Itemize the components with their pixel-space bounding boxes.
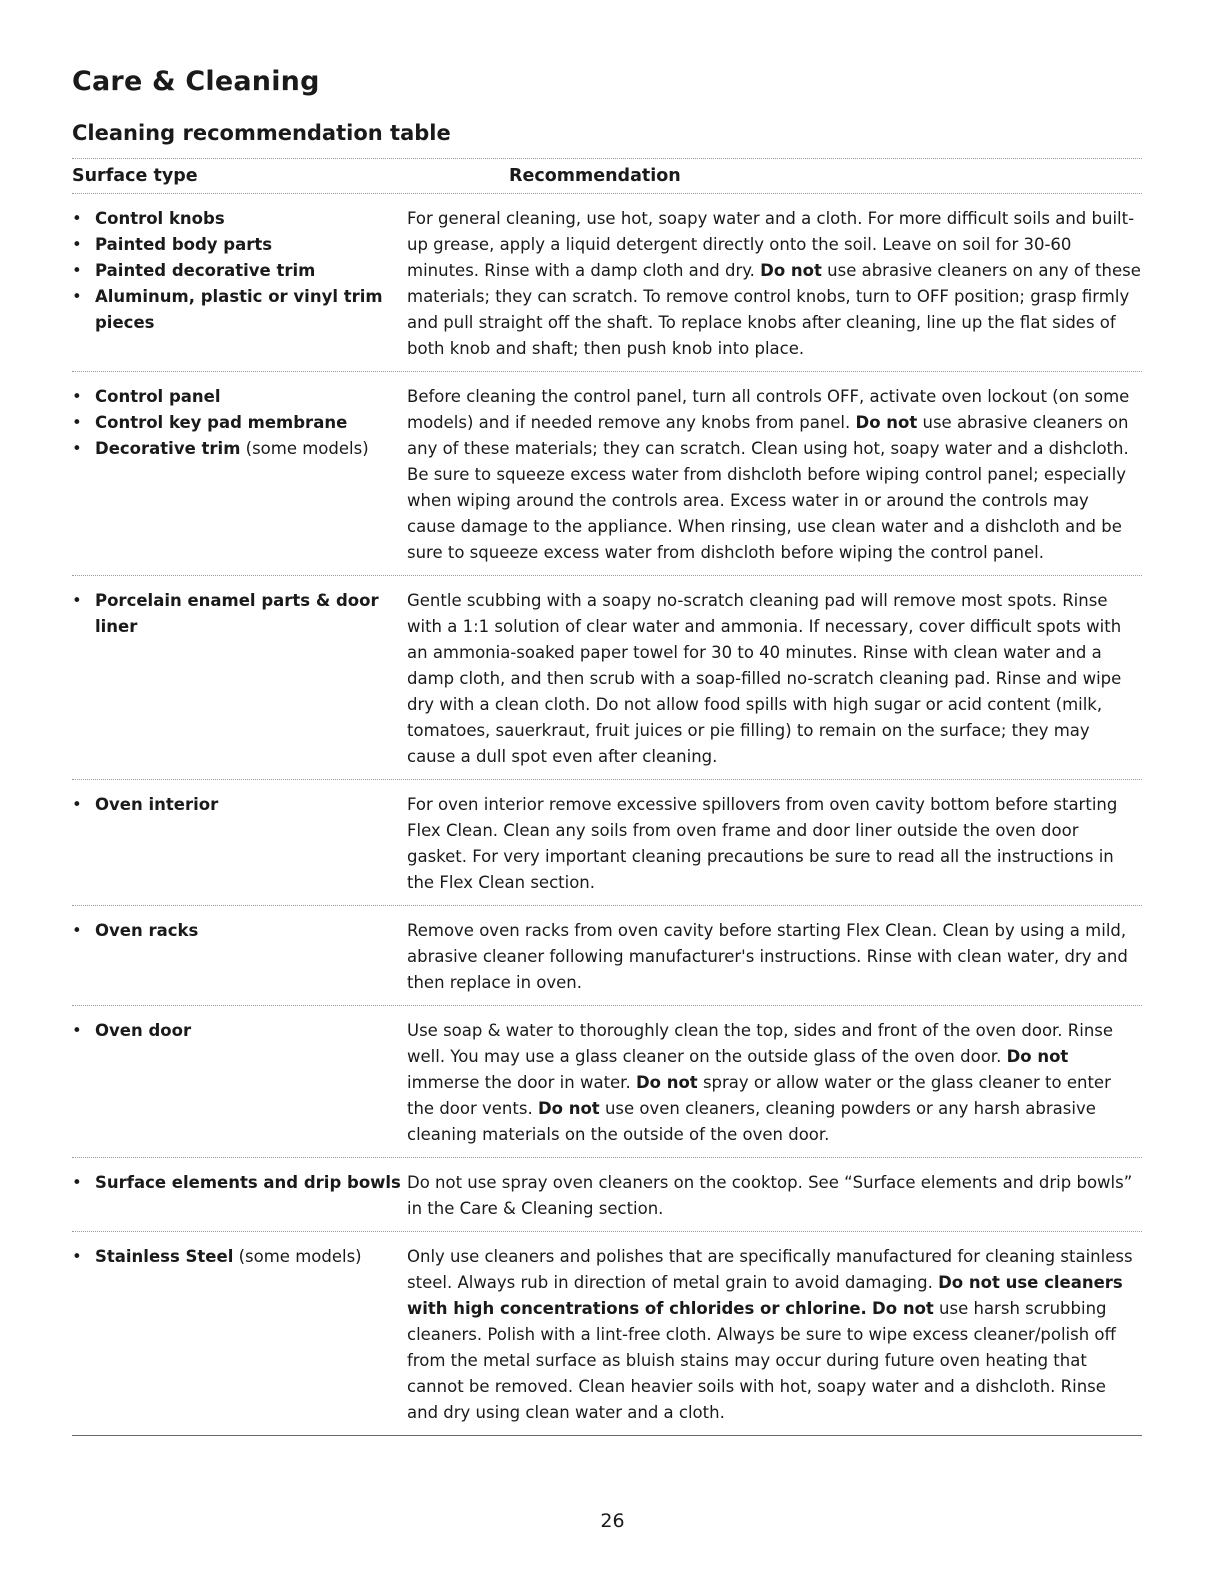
surface-name: Surface elements and drip bowls — [95, 1173, 401, 1192]
surface-list — [72, 384, 407, 462]
table-row — [72, 1158, 1142, 1231]
surface-list — [72, 206, 407, 336]
recommendation-text: Do not use spray oven cleaners on the cooktop. See “Surface elements and drip bowls” in the Care & Cleaning section. — [407, 1173, 1133, 1218]
surface-list — [72, 588, 407, 640]
recommendation-emphasis: Do not — [1006, 1047, 1069, 1066]
surface-item — [72, 258, 407, 284]
table-bottom-rule — [72, 1435, 1142, 1436]
recommendation-emphasis: Do not — [635, 1073, 698, 1092]
surface-type-cell — [72, 918, 407, 996]
surface-list — [72, 1170, 407, 1196]
surface-name: Oven interior — [95, 795, 219, 814]
recommendation-text: Before cleaning the control panel, turn all controls OFF, activate oven lockout (on some models) and if needed remove any knobs from panel. — [407, 387, 1130, 432]
table-row — [72, 906, 1142, 1005]
surface-list — [72, 1018, 407, 1044]
recommendation-text: Only use cleaners and polishes that are specifically manufactured for cleaning stainless steel. Always rub in direction of metal grain to avoid damaging. — [407, 1247, 1133, 1292]
surface-name: Decorative trim — [95, 439, 241, 458]
surface-type-cell — [72, 384, 407, 566]
table-row — [72, 372, 1142, 575]
recommendation-text: use oven cleaners, cleaning powders or any harsh abrasive cleaning materials on the outside of the oven door. — [407, 1099, 1096, 1144]
recommendation-text: immerse the door in water. — [407, 1073, 636, 1092]
surface-note: (some models) — [233, 1247, 362, 1266]
surface-type-cell — [72, 792, 407, 896]
recommendation-text: Gentle scubbing with a soapy no-scratch cleaning pad will remove most spots. Rinse with a 1:1 solution of clear water and ammonia. If necessary, cover difficult spots with an ammonia-soaked paper towel for 30 to 40 minutes. Rinse with clean water and a damp cloth, and then scrub with a soap-filled no-scratch cleaning pad. Rinse and wipe dry with a clean cloth. Do not allow food spills with high sugar or acid content (milk, tomatoes, sauerkraut, fruit juices or pie filling) to remain on the surface; they may cause a dull spot even after cleaning. — [407, 591, 1122, 766]
surface-name: Painted decorative trim — [95, 261, 316, 280]
table-body — [72, 194, 1142, 1435]
recommendation-text: spray or allow water or the glass cleaner to enter the door vents. — [407, 1073, 1111, 1118]
surface-type-cell — [72, 1244, 407, 1426]
surface-item — [72, 206, 407, 232]
table-row — [72, 194, 1142, 371]
surface-item — [72, 918, 407, 944]
recommendation-cell — [407, 384, 1142, 566]
surface-note: (some models) — [240, 439, 369, 458]
recommendation-emphasis: Do not use cleaners with high concentrations of chlorides or chlorine. — [407, 1273, 1123, 1318]
recommendation-text: For oven interior remove excessive spillovers from oven cavity bottom before starting Flex Clean. Clean any soils from oven frame and door liner outside the oven door gasket. For very important cleaning precautions be sure to read all the instructions in the Flex Clean section. — [407, 795, 1118, 892]
surface-item — [72, 1018, 407, 1044]
surface-item — [72, 1244, 407, 1270]
recommendation-emphasis: Do not — [537, 1099, 600, 1118]
recommendation-text: use abrasive cleaners on any of these materials; they can scratch. To remove control knobs, turn to OFF position; grasp firmly and pull straight off the shaft. To replace knobs after cleaning, line up the flat sides of both knob and shaft; then push knob into place. — [407, 261, 1141, 358]
page-number: 26 — [600, 1510, 625, 1532]
surface-type-cell — [72, 1170, 407, 1222]
recommendation-cell — [407, 1018, 1142, 1148]
recommendation-text: use abrasive cleaners on any of these materials; they can scratch. Clean using hot, soapy water and a dishcloth. Be sure to squeeze excess water from dishcloth before wiping control panel; especially when wiping around the controls area. Excess water in or around the controls may cause damage to the appliance. When rinsing, use clean water and a dishcloth and be sure to squeeze excess water from dishcloth before wiping the control panel. — [407, 413, 1129, 562]
recommendation-emphasis: Do not — [872, 1299, 934, 1318]
recommendation-cell — [407, 588, 1142, 770]
surface-name: Control key pad membrane — [95, 413, 348, 432]
table-row — [72, 1006, 1142, 1157]
surface-name: Painted body parts — [95, 235, 273, 254]
surface-item — [72, 1170, 407, 1196]
surface-name: Oven door — [95, 1021, 192, 1040]
table-row — [72, 576, 1142, 779]
recommendation-emphasis: Do not — [855, 413, 918, 432]
surface-name: Porcelain enamel parts & door liner — [95, 591, 379, 636]
surface-list — [72, 1244, 407, 1270]
recommendation-cell — [407, 1244, 1142, 1426]
surface-item — [72, 588, 407, 640]
table-header — [72, 159, 1142, 193]
recommendation-cell — [407, 1170, 1142, 1222]
table-title: Cleaning recommendation table — [72, 121, 451, 145]
recommendation-cell — [407, 918, 1142, 996]
surface-item — [72, 384, 407, 410]
page-heading: Care & Cleaning — [72, 66, 320, 97]
surface-name: Control knobs — [95, 209, 225, 228]
surface-item — [72, 232, 407, 258]
document-page — [72, 66, 1142, 1436]
surface-type-header: Surface type — [72, 166, 198, 186]
surface-type-cell — [72, 1018, 407, 1148]
surface-name: Control panel — [95, 387, 221, 406]
recommendation-cell — [407, 792, 1142, 896]
surface-item — [72, 792, 407, 818]
surface-list — [72, 918, 407, 944]
surface-list — [72, 792, 407, 818]
recommendation-emphasis: Do not — [760, 261, 822, 280]
table-row — [72, 1232, 1142, 1435]
recommendation-header: Recommendation — [509, 166, 681, 186]
recommendation-text: use harsh scrubbing cleaners. Polish with a lint-free cloth. Always be sure to wipe excess cleaner/polish off from the metal surface as bluish stains may occur during future oven heating that cannot be removed. Clean heavier soils with hot, soapy water and a dishcloth. Rinse and dry using clean water and a cloth. — [407, 1299, 1116, 1422]
surface-item — [72, 410, 407, 436]
surface-name: Aluminum, plastic or vinyl trim pieces — [95, 287, 383, 332]
surface-item — [72, 436, 407, 462]
recommendation-text: Remove oven racks from oven cavity before starting Flex Clean. Clean by using a mild, abrasive cleaner following manufacturer's instructions. Rinse with clean water, dry and then replace in oven. — [407, 921, 1128, 992]
table-row — [72, 780, 1142, 905]
surface-name: Stainless Steel — [95, 1247, 234, 1266]
recommendation-text: For general cleaning, use hot, soapy water and a cloth. For more difficult soils and built-up grease, apply a liquid detergent directly onto the soil. Leave on soil for 30-60 minutes. Rinse with a damp cloth and dry. — [407, 209, 1135, 280]
surface-type-cell — [72, 588, 407, 770]
recommendation-cell — [407, 206, 1142, 362]
surface-item — [72, 284, 407, 336]
recommendation-text: Use soap & water to thoroughly clean the top, sides and front of the oven door. Rinse well. You may use a glass cleaner on the outside glass of the oven door. — [407, 1021, 1114, 1066]
surface-type-cell — [72, 206, 407, 362]
surface-name: Oven racks — [95, 921, 199, 940]
